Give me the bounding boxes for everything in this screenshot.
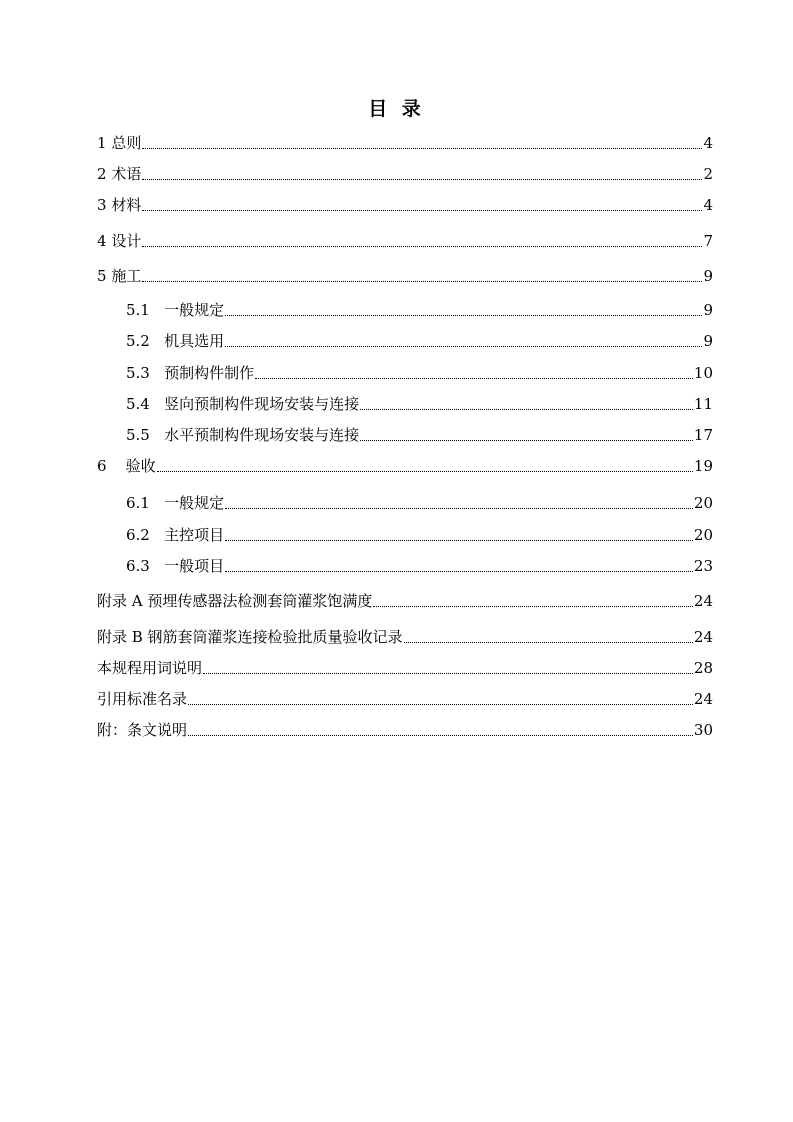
toc-leader-dots xyxy=(142,148,702,149)
toc-entry[interactable] xyxy=(126,423,713,447)
toc-entry-number: 6.2 xyxy=(126,526,165,544)
toc-entry-page: 7 xyxy=(703,232,713,250)
toc-entry[interactable] xyxy=(126,361,713,385)
toc-entry-page: 9 xyxy=(703,301,713,319)
toc-leader-dots xyxy=(142,210,702,211)
toc-entry-number: 5.1 xyxy=(126,301,165,319)
toc-entry[interactable] xyxy=(97,454,713,478)
toc-leader-dots xyxy=(255,378,693,379)
toc-entry-page: 28 xyxy=(693,659,713,677)
toc-entry-page: 24 xyxy=(693,628,713,646)
toc-entry-number: 6.3 xyxy=(126,557,165,575)
toc-entry-number: 5 xyxy=(97,267,112,285)
toc-entry-label: 主控项目 xyxy=(164,526,225,544)
toc-entry-page: 24 xyxy=(693,690,713,708)
toc-entry[interactable] xyxy=(97,264,713,288)
toc-entry[interactable] xyxy=(97,656,713,680)
toc-entry[interactable] xyxy=(97,162,713,186)
toc-leader-dots xyxy=(373,606,693,607)
toc-entry-label: 机具选用 xyxy=(164,332,225,350)
toc-entry-page: 9 xyxy=(703,267,713,285)
toc-entry-page: 4 xyxy=(703,196,713,214)
toc-entry-page: 23 xyxy=(693,557,713,575)
toc-entry-page: 10 xyxy=(693,364,713,382)
toc-entry-label: 预制构件制作 xyxy=(164,364,255,382)
toc-leader-dots xyxy=(188,735,693,736)
toc-leader-dots xyxy=(225,346,702,347)
toc-entry-label: 设计 xyxy=(111,232,142,250)
toc-entry-page: 4 xyxy=(703,134,713,152)
toc-entry-label: 本规程用词说明 xyxy=(97,659,203,677)
toc-leader-dots xyxy=(225,315,702,316)
toc-entry-number: 4 xyxy=(97,232,112,250)
toc-entry-page: 9 xyxy=(703,332,713,350)
toc-entry[interactable] xyxy=(97,131,713,155)
toc-leader-dots xyxy=(225,540,693,541)
toc-entry-label: 竖向预制构件现场安装与连接 xyxy=(164,395,360,413)
toc-entry-label: 一般项目 xyxy=(164,557,225,575)
toc-entry[interactable] xyxy=(97,589,713,613)
toc-entry-label: 总则 xyxy=(111,134,142,152)
toc-entry-label: 验收 xyxy=(125,457,156,475)
toc-entry-label: 施工 xyxy=(111,267,142,285)
toc-entry-number: 5.5 xyxy=(126,426,165,444)
toc-entry[interactable] xyxy=(126,523,713,547)
toc-entry[interactable] xyxy=(97,193,713,217)
toc-entry[interactable] xyxy=(126,298,713,322)
toc-entry-label: 引用标准名录 xyxy=(97,690,188,708)
toc-leader-dots xyxy=(157,471,693,472)
toc-leader-dots xyxy=(203,673,693,674)
toc-leader-dots xyxy=(225,571,693,572)
toc-entry[interactable] xyxy=(97,625,713,649)
toc-entry[interactable] xyxy=(97,687,713,711)
toc-entry-page: 30 xyxy=(693,721,713,739)
toc-entry-number: 2 xyxy=(97,165,112,183)
toc-entry-number: 3 xyxy=(97,196,112,214)
toc-entry[interactable] xyxy=(97,718,713,742)
toc-entry-label: 一般规定 xyxy=(164,494,225,512)
toc-entry-number: 5.4 xyxy=(126,395,165,413)
toc-leader-dots xyxy=(360,409,693,410)
toc-entry-number: 1 xyxy=(97,134,112,152)
toc-entry[interactable] xyxy=(126,554,713,578)
toc-leader-dots xyxy=(225,508,693,509)
toc-entry[interactable] xyxy=(126,491,713,515)
toc-entry-label: 一般规定 xyxy=(164,301,225,319)
toc-entry[interactable] xyxy=(126,329,713,353)
toc-leader-dots xyxy=(188,704,693,705)
toc-entry-label: 水平预制构件现场安装与连接 xyxy=(164,426,360,444)
toc-entry-number: 6 xyxy=(97,457,126,475)
toc-entry-page: 19 xyxy=(693,457,713,475)
toc-entry-number: 5.2 xyxy=(126,332,165,350)
toc-leader-dots xyxy=(142,179,702,180)
toc-leader-dots xyxy=(404,642,693,643)
toc-title: 目 录 xyxy=(368,98,425,120)
toc-entry-number: 5.3 xyxy=(126,364,165,382)
toc-entry-page: 20 xyxy=(693,494,713,512)
toc-entry-number: 6.1 xyxy=(126,494,165,512)
toc-entry[interactable] xyxy=(97,229,713,253)
toc-entry-label: 附录 B 钢筋套筒灌浆连接检验批质量验收记录 xyxy=(97,628,403,646)
toc-leader-dots xyxy=(142,246,702,247)
toc-leader-dots xyxy=(142,281,702,282)
toc-entry-page: 2 xyxy=(703,165,713,183)
toc-entry-label: 材料 xyxy=(111,196,142,214)
toc-entry-page: 17 xyxy=(693,426,713,444)
toc-entry-page: 11 xyxy=(693,395,713,413)
toc-entry[interactable] xyxy=(126,392,713,416)
toc-entry-label: 附：条文说明 xyxy=(97,721,188,739)
toc-entry-page: 24 xyxy=(693,592,713,610)
toc-entry-page: 20 xyxy=(693,526,713,544)
toc-leader-dots xyxy=(360,440,693,441)
toc-entry-label: 附录 A 预埋传感器法检测套筒灌浆饱满度 xyxy=(97,592,373,610)
toc-entry-label: 术语 xyxy=(111,165,142,183)
